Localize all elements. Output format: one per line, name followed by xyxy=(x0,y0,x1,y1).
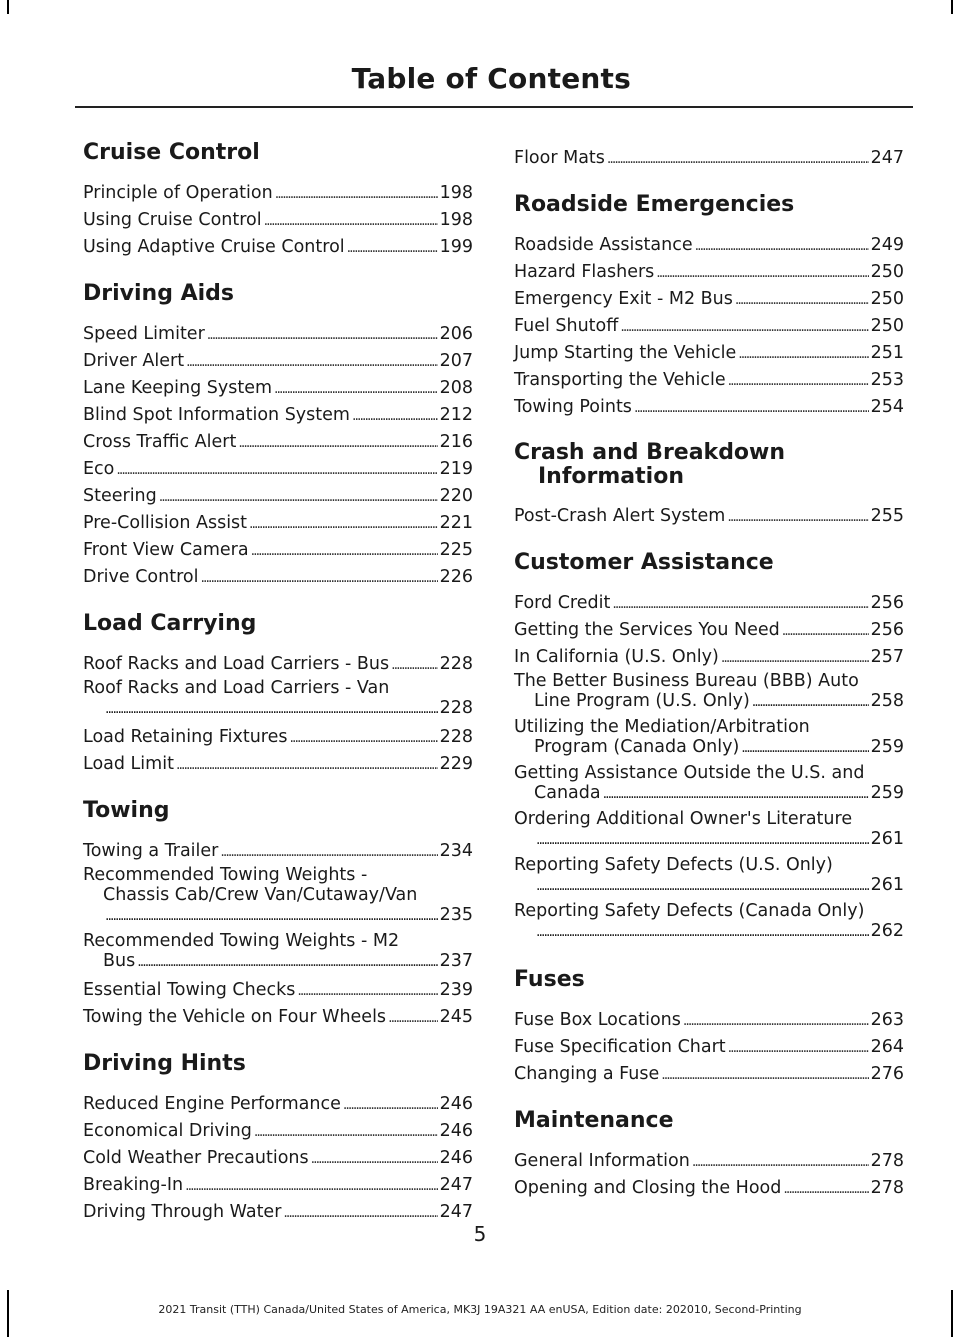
toc-entry[interactable] xyxy=(83,678,473,719)
toc-entry-page: 250 xyxy=(870,289,904,309)
toc-entry[interactable] xyxy=(514,644,904,671)
toc-entry-page: 247 xyxy=(439,1175,473,1195)
toc-entry[interactable] xyxy=(514,1034,904,1061)
toc-entry-page: 239 xyxy=(439,980,473,1000)
dot-leader xyxy=(741,737,868,758)
toc-entry[interactable] xyxy=(514,671,904,712)
toc-entry-page: 247 xyxy=(870,148,904,168)
section-heading-text: Load Carrying xyxy=(83,611,257,636)
toc-entry-title: Steering xyxy=(83,486,157,506)
toc-entry-title: Load Limit xyxy=(83,754,174,774)
toc-entry-page: 221 xyxy=(439,513,473,533)
toc-entry-title: Economical Driving xyxy=(83,1121,252,1141)
toc-entry-page: 255 xyxy=(870,506,904,526)
toc-entry-title: Front View Camera xyxy=(83,540,249,560)
dot-leader xyxy=(200,564,437,591)
section-heading-text: Maintenance xyxy=(514,1108,674,1133)
toc-entry[interactable] xyxy=(83,180,473,207)
toc-entry-page: 212 xyxy=(439,405,473,425)
toc-entry[interactable] xyxy=(514,1175,904,1202)
section-heading xyxy=(514,967,904,993)
toc-entry-title: Cross Traffic Alert xyxy=(83,432,237,452)
toc-entry-title: Using Adaptive Cruise Control xyxy=(83,237,345,257)
toc-entry-title: Using Cruise Control xyxy=(83,210,262,230)
toc-column-right xyxy=(514,145,904,1202)
dot-leader xyxy=(656,259,868,286)
toc-entry-title: General Information xyxy=(514,1151,690,1171)
toc-entry-title: Opening and Closing the Hood xyxy=(514,1178,782,1198)
toc-entry[interactable] xyxy=(514,340,904,367)
toc-column-left xyxy=(83,140,473,1226)
toc-entry-page: 249 xyxy=(870,235,904,255)
dot-leader xyxy=(388,1004,438,1031)
toc-entry-title: Cold Weather Precautions xyxy=(83,1148,309,1168)
toc-entry-page: 228 xyxy=(439,727,473,747)
dot-leader xyxy=(536,829,869,850)
toc-entry-title: Post-Crash Alert System xyxy=(514,506,726,526)
toc-entry-page: 229 xyxy=(439,754,473,774)
toc-entry-title: Reporting Safety Defects (U.S. Only) xyxy=(514,855,833,875)
toc-entry[interactable] xyxy=(514,855,904,896)
toc-entry[interactable] xyxy=(83,931,473,972)
toc-entry-page: 216 xyxy=(439,432,473,452)
toc-entry-page: 234 xyxy=(439,841,473,861)
toc-entry-title: Roof Racks and Load Carriers - Van xyxy=(83,678,390,698)
toc-entry[interactable] xyxy=(83,510,473,537)
section-heading-text-continued: Information xyxy=(538,464,684,489)
toc-entry-page: 254 xyxy=(870,397,904,417)
toc-entry-title: Ordering Additional Owner's Literature xyxy=(514,809,853,829)
dot-leader xyxy=(275,180,438,207)
dot-leader xyxy=(536,875,869,896)
dot-leader xyxy=(116,456,437,483)
toc-entry-page: 225 xyxy=(439,540,473,560)
section-heading xyxy=(514,1108,904,1134)
dot-leader xyxy=(176,751,438,778)
dot-leader xyxy=(249,510,438,537)
toc-entry[interactable] xyxy=(83,348,473,375)
toc-entry[interactable] xyxy=(514,503,904,530)
toc-entry-page: 250 xyxy=(870,262,904,282)
toc-entry[interactable] xyxy=(83,1118,473,1145)
dot-leader xyxy=(343,1091,438,1118)
section-heading xyxy=(514,192,904,218)
toc-entry-title: Principle of Operation xyxy=(83,183,273,203)
toc-entry[interactable] xyxy=(514,590,904,617)
section-heading xyxy=(83,611,473,637)
toc-entry-page: 250 xyxy=(870,316,904,336)
toc-entry-page: 208 xyxy=(439,378,473,398)
toc-entry-page: 257 xyxy=(870,647,904,667)
toc-entry-page: 256 xyxy=(870,593,904,613)
toc-entry-page: 264 xyxy=(870,1037,904,1057)
dot-leader xyxy=(264,207,438,234)
dot-leader xyxy=(692,1148,869,1175)
dot-leader xyxy=(695,232,869,259)
dot-leader xyxy=(607,145,869,172)
section-heading-text: Driving Aids xyxy=(83,281,235,306)
header-divider xyxy=(75,106,913,108)
toc-entry-title: Fuel Shutoff xyxy=(514,316,619,336)
page-number: 5 xyxy=(473,1222,487,1246)
toc-entry-title: Towing the Vehicle on Four Wheels xyxy=(83,1007,387,1027)
toc-entry[interactable] xyxy=(514,763,904,804)
toc-entry[interactable] xyxy=(514,717,904,758)
toc-entry-title: Hazard Flashers xyxy=(514,262,655,282)
toc-entry-page: 199 xyxy=(439,237,473,257)
section-heading xyxy=(514,441,904,489)
toc-entry-page: 278 xyxy=(870,1178,904,1198)
dot-leader xyxy=(782,617,869,644)
dot-leader xyxy=(634,394,869,421)
toc-entry-page: 251 xyxy=(870,343,904,363)
dot-leader xyxy=(220,838,437,865)
crop-mark-top-right xyxy=(951,0,953,14)
toc-entry-title: Reduced Engine Performance xyxy=(83,1094,341,1114)
toc-entry-page: 198 xyxy=(439,210,473,230)
toc-entry-title: Roadside Assistance xyxy=(514,235,693,255)
toc-entry-title: Towing a Trailer xyxy=(83,841,219,861)
toc-entry-title: Transporting the Vehicle xyxy=(514,370,726,390)
dot-leader xyxy=(603,783,869,804)
toc-entry[interactable] xyxy=(83,724,473,751)
toc-entry[interactable] xyxy=(83,838,473,865)
toc-entry[interactable] xyxy=(83,483,473,510)
toc-entry-title: Pre-Collision Assist xyxy=(83,513,248,533)
toc-entry-title: Floor Mats xyxy=(514,148,605,168)
toc-entry-page: 259 xyxy=(870,737,904,757)
dot-leader xyxy=(728,1034,869,1061)
dot-leader xyxy=(347,234,438,261)
toc-entry-title: Load Retaining Fixtures xyxy=(83,727,288,747)
toc-entry-title: Lane Keeping System xyxy=(83,378,273,398)
toc-entry-page: 247 xyxy=(439,1202,473,1222)
toc-entry[interactable] xyxy=(83,207,473,234)
toc-entry-title: Ford Credit xyxy=(514,593,611,613)
toc-entry-page: 219 xyxy=(439,459,473,479)
toc-entry-title: Drive Control xyxy=(83,567,199,587)
toc-entry-title-continued: Line Program (U.S. Only) xyxy=(534,691,750,711)
toc-entry[interactable] xyxy=(514,367,904,394)
section-heading-text: Driving Hints xyxy=(83,1051,246,1076)
dot-leader xyxy=(721,644,869,671)
section-heading-text: Roadside Emergencies xyxy=(514,192,795,217)
toc-entry[interactable] xyxy=(514,1061,904,1088)
toc-entry[interactable] xyxy=(83,865,473,926)
toc-entry[interactable] xyxy=(83,375,473,402)
dot-leader xyxy=(735,286,869,313)
toc-entry-page: 259 xyxy=(870,783,904,803)
toc-entry[interactable] xyxy=(83,751,473,778)
toc-entry-title-continued: Bus xyxy=(103,951,136,971)
toc-entry[interactable] xyxy=(514,1007,904,1034)
toc-entry-page: 198 xyxy=(439,183,473,203)
dot-leader xyxy=(159,483,438,510)
toc-entry-page: 245 xyxy=(439,1007,473,1027)
toc-entry[interactable] xyxy=(83,429,473,456)
page-title: Table of Contents xyxy=(351,62,631,95)
toc-entry-title: Roof Racks and Load Carriers - Bus xyxy=(83,654,390,674)
toc-entry-title: Driving Through Water xyxy=(83,1202,282,1222)
dot-leader xyxy=(536,921,869,942)
toc-entry[interactable] xyxy=(83,1091,473,1118)
dot-leader xyxy=(105,905,438,926)
section-heading xyxy=(83,281,473,307)
toc-entry-title: Blind Spot Information System xyxy=(83,405,350,425)
toc-entry-title: Recommended Towing Weights - xyxy=(83,865,368,885)
toc-entry[interactable] xyxy=(83,1004,473,1031)
dot-leader xyxy=(783,1175,868,1202)
toc-entry[interactable] xyxy=(514,901,904,942)
toc-entry[interactable] xyxy=(83,537,473,564)
toc-entry[interactable] xyxy=(83,564,473,591)
toc-entry[interactable] xyxy=(83,402,473,429)
toc-entry[interactable] xyxy=(514,617,904,644)
toc-entry-page: 246 xyxy=(439,1121,473,1141)
toc-entry-page: 228 xyxy=(439,654,473,674)
toc-entry-page: 256 xyxy=(870,620,904,640)
toc-entry[interactable] xyxy=(83,234,473,261)
section-heading xyxy=(83,798,473,824)
dot-leader xyxy=(391,651,437,678)
toc-entry-title-continued: Program (Canada Only) xyxy=(534,737,740,757)
footer-edition-info: 2021 Transit (TTH) Canada/United States of America, MK3J 19A321 AA enUSA, Edition date: 202010, Second-Printing xyxy=(158,1303,802,1316)
toc-entry-title: The Better Business Bureau (BBB) Auto xyxy=(514,671,859,691)
section-heading-text: Fuses xyxy=(514,967,585,992)
toc-entry[interactable] xyxy=(514,809,904,850)
toc-entry[interactable] xyxy=(83,1172,473,1199)
dot-leader xyxy=(297,977,437,1004)
toc-entry-page: 261 xyxy=(870,829,904,849)
toc-entry[interactable] xyxy=(83,1145,473,1172)
dot-leader xyxy=(738,340,868,367)
dot-leader xyxy=(620,313,868,340)
toc-entry-page: 220 xyxy=(439,486,473,506)
toc-entry-title: Utilizing the Mediation/Arbitration xyxy=(514,717,810,737)
section-heading-text: Towing xyxy=(83,798,170,823)
toc-entry-page: 228 xyxy=(439,698,473,718)
crop-mark-top-left xyxy=(7,0,9,14)
toc-entry[interactable] xyxy=(83,977,473,1004)
dot-leader xyxy=(290,724,438,751)
dot-leader xyxy=(728,367,869,394)
toc-entry-page: 278 xyxy=(870,1151,904,1171)
toc-entry-title: Recommended Towing Weights - M2 xyxy=(83,931,400,951)
dot-leader xyxy=(661,1061,868,1088)
toc-entry-title: Reporting Safety Defects (Canada Only) xyxy=(514,901,865,921)
toc-entry-title: Changing a Fuse xyxy=(514,1064,660,1084)
dot-leader xyxy=(274,375,438,402)
toc-entry-page: 262 xyxy=(870,921,904,941)
dot-leader xyxy=(238,429,437,456)
dot-leader xyxy=(251,537,438,564)
section-heading-text: Cruise Control xyxy=(83,140,260,165)
dot-leader xyxy=(254,1118,438,1145)
toc-entry-title: Speed Limiter xyxy=(83,324,205,344)
toc-entry[interactable] xyxy=(514,145,904,172)
dot-leader xyxy=(185,1172,438,1199)
toc-entry[interactable] xyxy=(83,321,473,348)
toc-entry-page: 206 xyxy=(439,324,473,344)
toc-entry[interactable] xyxy=(83,651,473,678)
toc-entry-page: 246 xyxy=(439,1148,473,1168)
toc-entry[interactable] xyxy=(514,232,904,259)
dot-leader xyxy=(207,321,438,348)
dot-leader xyxy=(137,951,437,972)
toc-entry-page: 261 xyxy=(870,875,904,895)
toc-entry-title-continued: Chassis Cab/Crew Van/Cutaway/Van xyxy=(103,885,418,905)
toc-entry[interactable] xyxy=(514,1148,904,1175)
toc-entry-page: 237 xyxy=(439,951,473,971)
toc-entry[interactable] xyxy=(83,456,473,483)
dot-leader xyxy=(105,698,438,719)
toc-entry[interactable] xyxy=(514,313,904,340)
toc-entry-title: Breaking-In xyxy=(83,1175,184,1195)
toc-entry-title: Getting the Services You Need xyxy=(514,620,780,640)
toc-entry-page: 258 xyxy=(870,691,904,711)
toc-entry-title: Fuse Box Locations xyxy=(514,1010,681,1030)
dot-leader xyxy=(752,691,869,712)
toc-entry-page: 253 xyxy=(870,370,904,390)
section-heading-text: Crash and Breakdown xyxy=(514,440,786,465)
toc-entry-page: 226 xyxy=(439,567,473,587)
toc-entry-title: Emergency Exit - M2 Bus xyxy=(514,289,733,309)
toc-entry-page: 235 xyxy=(439,905,473,925)
toc-entry[interactable] xyxy=(514,259,904,286)
section-heading-text: Customer Assistance xyxy=(514,550,774,575)
toc-entry-title: Driver Alert xyxy=(83,351,185,371)
toc-entry-page: 246 xyxy=(439,1094,473,1114)
dot-leader xyxy=(727,503,868,530)
toc-entry[interactable] xyxy=(514,286,904,313)
toc-entry-page: 207 xyxy=(439,351,473,371)
section-heading xyxy=(83,140,473,166)
toc-entry-title: Eco xyxy=(83,459,115,479)
section-heading xyxy=(514,550,904,576)
dot-leader xyxy=(186,348,438,375)
dot-leader xyxy=(311,1145,438,1172)
dot-leader xyxy=(352,402,438,429)
toc-entry-title: Essential Towing Checks xyxy=(83,980,296,1000)
toc-entry-title: Towing Points xyxy=(514,397,632,417)
toc-entry-page: 276 xyxy=(870,1064,904,1084)
toc-entry-title: Getting Assistance Outside the U.S. and xyxy=(514,763,865,783)
toc-entry-title: In California (U.S. Only) xyxy=(514,647,719,667)
dot-leader xyxy=(683,1007,869,1034)
dot-leader xyxy=(612,590,868,617)
toc-entry-title: Jump Starting the Vehicle xyxy=(514,343,737,363)
toc-entry-title: Fuse Specification Chart xyxy=(514,1037,726,1057)
toc-entry-page: 263 xyxy=(870,1010,904,1030)
toc-entry[interactable] xyxy=(514,394,904,421)
section-heading xyxy=(83,1051,473,1077)
toc-entry-title-continued: Canada xyxy=(534,783,601,803)
